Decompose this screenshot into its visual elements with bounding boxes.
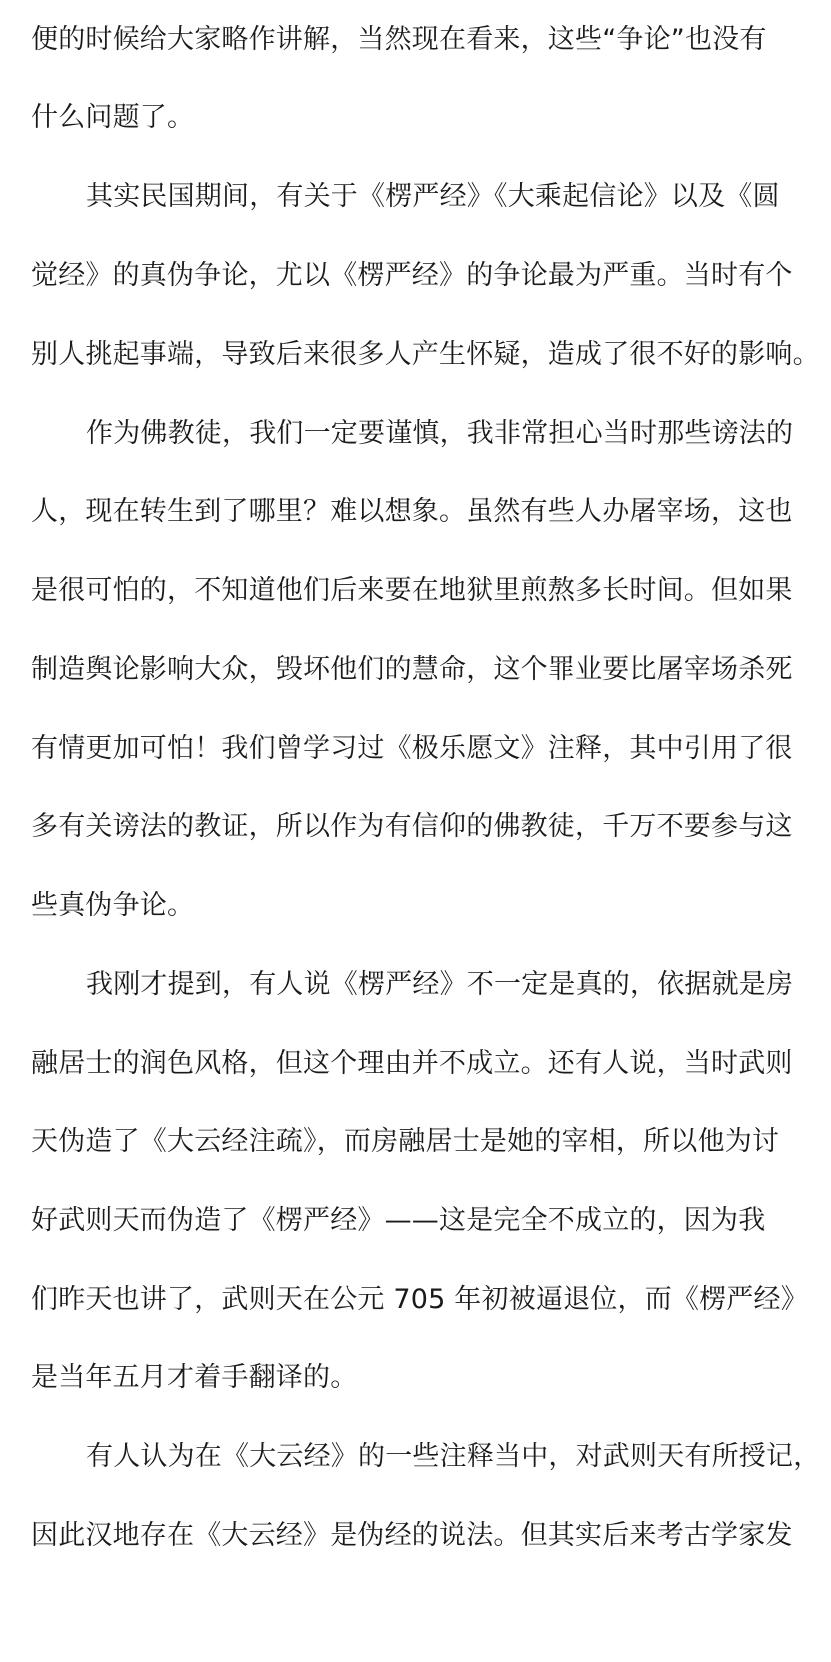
text-line: 便的时候给大家略作讲解，当然现在看来，这些“争论”也没有 bbox=[31, 24, 767, 55]
text-line: 人，现在转生到了哪里？难以想象。虽然有些人办屠宰场，这也 bbox=[31, 496, 793, 527]
text-line: 好武则天而伪造了《楞严经》——这是完全不成立的，因为我 bbox=[31, 1205, 766, 1236]
text-line: 因此汉地存在《大云经》是伪经的说法。但其实后来考古学家发 bbox=[31, 1520, 793, 1551]
text-line: 我刚才提到，有人说《楞严经》不一定是真的，依据就是房 bbox=[86, 969, 794, 1000]
text-line: 觉经》的真伪争论，尤以《楞严经》的争论最为严重。当时有个 bbox=[31, 260, 793, 291]
text-line: 天伪造了《大云经注疏》，而房融居士是她的宰相，所以他为讨 bbox=[31, 1126, 780, 1157]
text-line: 有情更加可怕！我们曾学习过《极乐愿文》注释，其中引用了很 bbox=[31, 733, 793, 764]
text-line: 些真伪争论。 bbox=[31, 890, 195, 921]
text-line: 作为佛教徒，我们一定要谨慎，我非常担心当时那些谤法的 bbox=[86, 418, 794, 449]
text-line: 多有关谤法的教证，所以作为有信仰的佛教徒，千万不要参与这 bbox=[31, 811, 793, 842]
text-line: 们昨天也讲了，武则天在公元 705 年初被逼退位，而《楞严经》 bbox=[31, 1284, 808, 1315]
text-line: 什么问题了。 bbox=[31, 102, 195, 133]
text-line: 是很可怕的，不知道他们后来要在地狱里煎熬多长时间。但如果 bbox=[31, 575, 793, 606]
text-line: 其实民国期间，有关于《楞严经》《大乘起信论》以及《圆 bbox=[86, 181, 780, 212]
text-line: 是当年五月才着手翻译的。 bbox=[31, 1362, 358, 1393]
text-line: 制造舆论影响大众，毁坏他们的慧命，这个罪业要比屠宰场杀死 bbox=[31, 654, 793, 685]
text-line: 融居士的润色风格，但这个理由并不成立。还有人说，当时武则 bbox=[31, 1048, 793, 1079]
text-line: 有人认为在《大云经》的一些注释当中，对武则天有所授记， bbox=[86, 1441, 821, 1472]
text-line: 别人挑起事端，导致后来很多人产生怀疑，造成了很不好的影响。 bbox=[31, 339, 820, 370]
